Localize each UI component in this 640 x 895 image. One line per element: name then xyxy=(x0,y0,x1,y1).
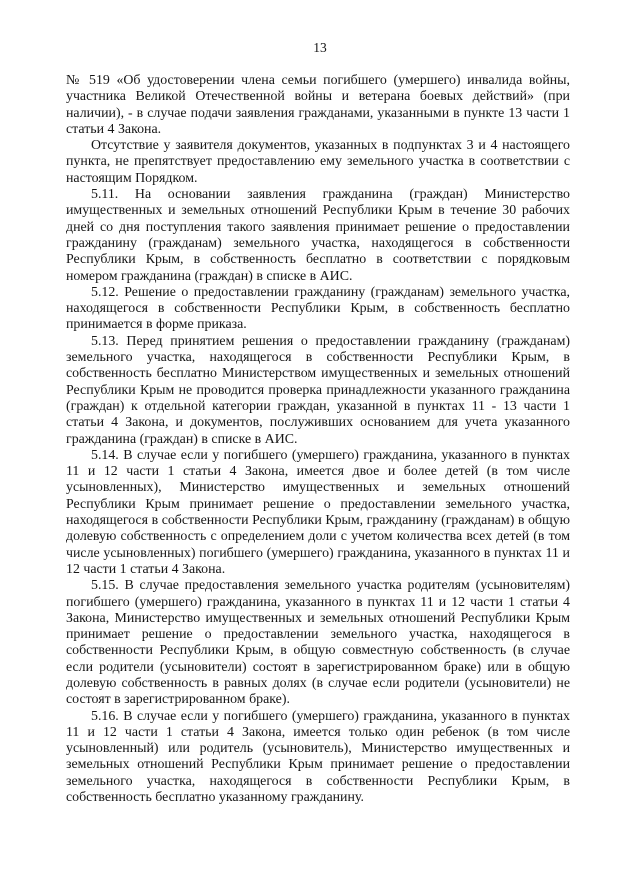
paragraph-5-15: 5.15. В случае предоставления земельного участка родителям (усыновителям) погибшего (умершего) гражданина, указанного в пунктах 11 и 12 части 1 статьи 4 Закона, Министерство имущественных и земельных отношений Республики Крым принимает решение о предоставлении земельного участка, находящегося в собственности Республики Крым, в общую совместную собственность (в случае если родители (усыновители) состоят в зарегистрированном браке) или в общую долевую собственность в равных долях (в случае если родители (усыновители) не состоят в зарегистрированном браке). xyxy=(66,578,570,708)
paragraph-continuation-document-list: № 519 «Об удостоверении члена семьи погибшего (умершего) инвалида войны, участника Великой Отечественной войны и ветерана боевых действий» (при наличии), - в случае подачи заявления гражданами, указанными в пункте 13 части 1 статьи 4 Закона. xyxy=(66,73,570,137)
paragraph-5-12: 5.12. Решение о предоставлении гражданину (гражданам) земельного участка, находящегося в собственности Республики Крым, в собственность бесплатно принимается в форме приказа. xyxy=(66,284,570,333)
paragraph-5-13: 5.13. Перед принятием решения о предоставлении гражданину (гражданам) земельного участка, находящегося в собственности Республики Крым, в собственность бесплатно Министерством имущественных и земельных отношений Республики Крым не проводится проверка принадлежности указанного гражданина (граждан) к отдельной категории граждан, указанной в пунктах 11 - 13 части 1 статьи 4 Закона, и документов, послуживших основанием для учета указанного гражданина (граждан) в списке в АИС. xyxy=(66,333,570,447)
paragraph-5-11: 5.11. На основании заявления гражданина (граждан) Министерство имущественных и земельных отношений Республики Крым в течение 30 рабочих дней со дня поступления такого заявления принимает решение о предоставлении гражданину (гражданам) земельного участка, находящегося в собственности Республики Крым, в собственность бесплатно в соответствии с порядковым номером гражданина (граждан) в списке в АИС. xyxy=(66,187,570,284)
paragraph-missing-documents: Отсутствие у заявителя документов, указанных в подпунктах 3 и 4 настоящего пункта, не препятствует предоставлению ему земельного участка в соответствии с настоящим Порядком. xyxy=(66,138,570,186)
document-body xyxy=(66,73,570,806)
page-number: 13 xyxy=(313,40,327,55)
paragraph-5-16: 5.16. В случае если у погибшего (умершего) гражданина, указанного в пунктах 11 и 12 части 1 статьи 4 Закона, имеется только один ребенок (в том числе усыновленный) или родитель (усыновитель), Министерство имущественных и земельных отношений Республики Крым принимает решение о предоставлении земельного участка, находящегося в собственности Республики Крым, в собственность бесплатно указанному гражданину. xyxy=(66,708,570,806)
paragraph-5-14: 5.14. В случае если у погибшего (умершего) гражданина, указанного в пунктах 11 и 12 части 1 статьи 4 Закона, имеется двое и более детей (в том числе усыновленных), Министерство имущественных и земельных отношений Республики Крым принимает решение о предоставлении земельного участка, находящегося в собственности Республики Крым, гражданину (гражданам) в общую долевую собственность с определением доли с учетом количества всех детей (в том числе усыновленных) погибшего (умершего) гражданина, указанного в пунктах 11 и 12 части 1 статьи 4 Закона. xyxy=(66,447,570,577)
